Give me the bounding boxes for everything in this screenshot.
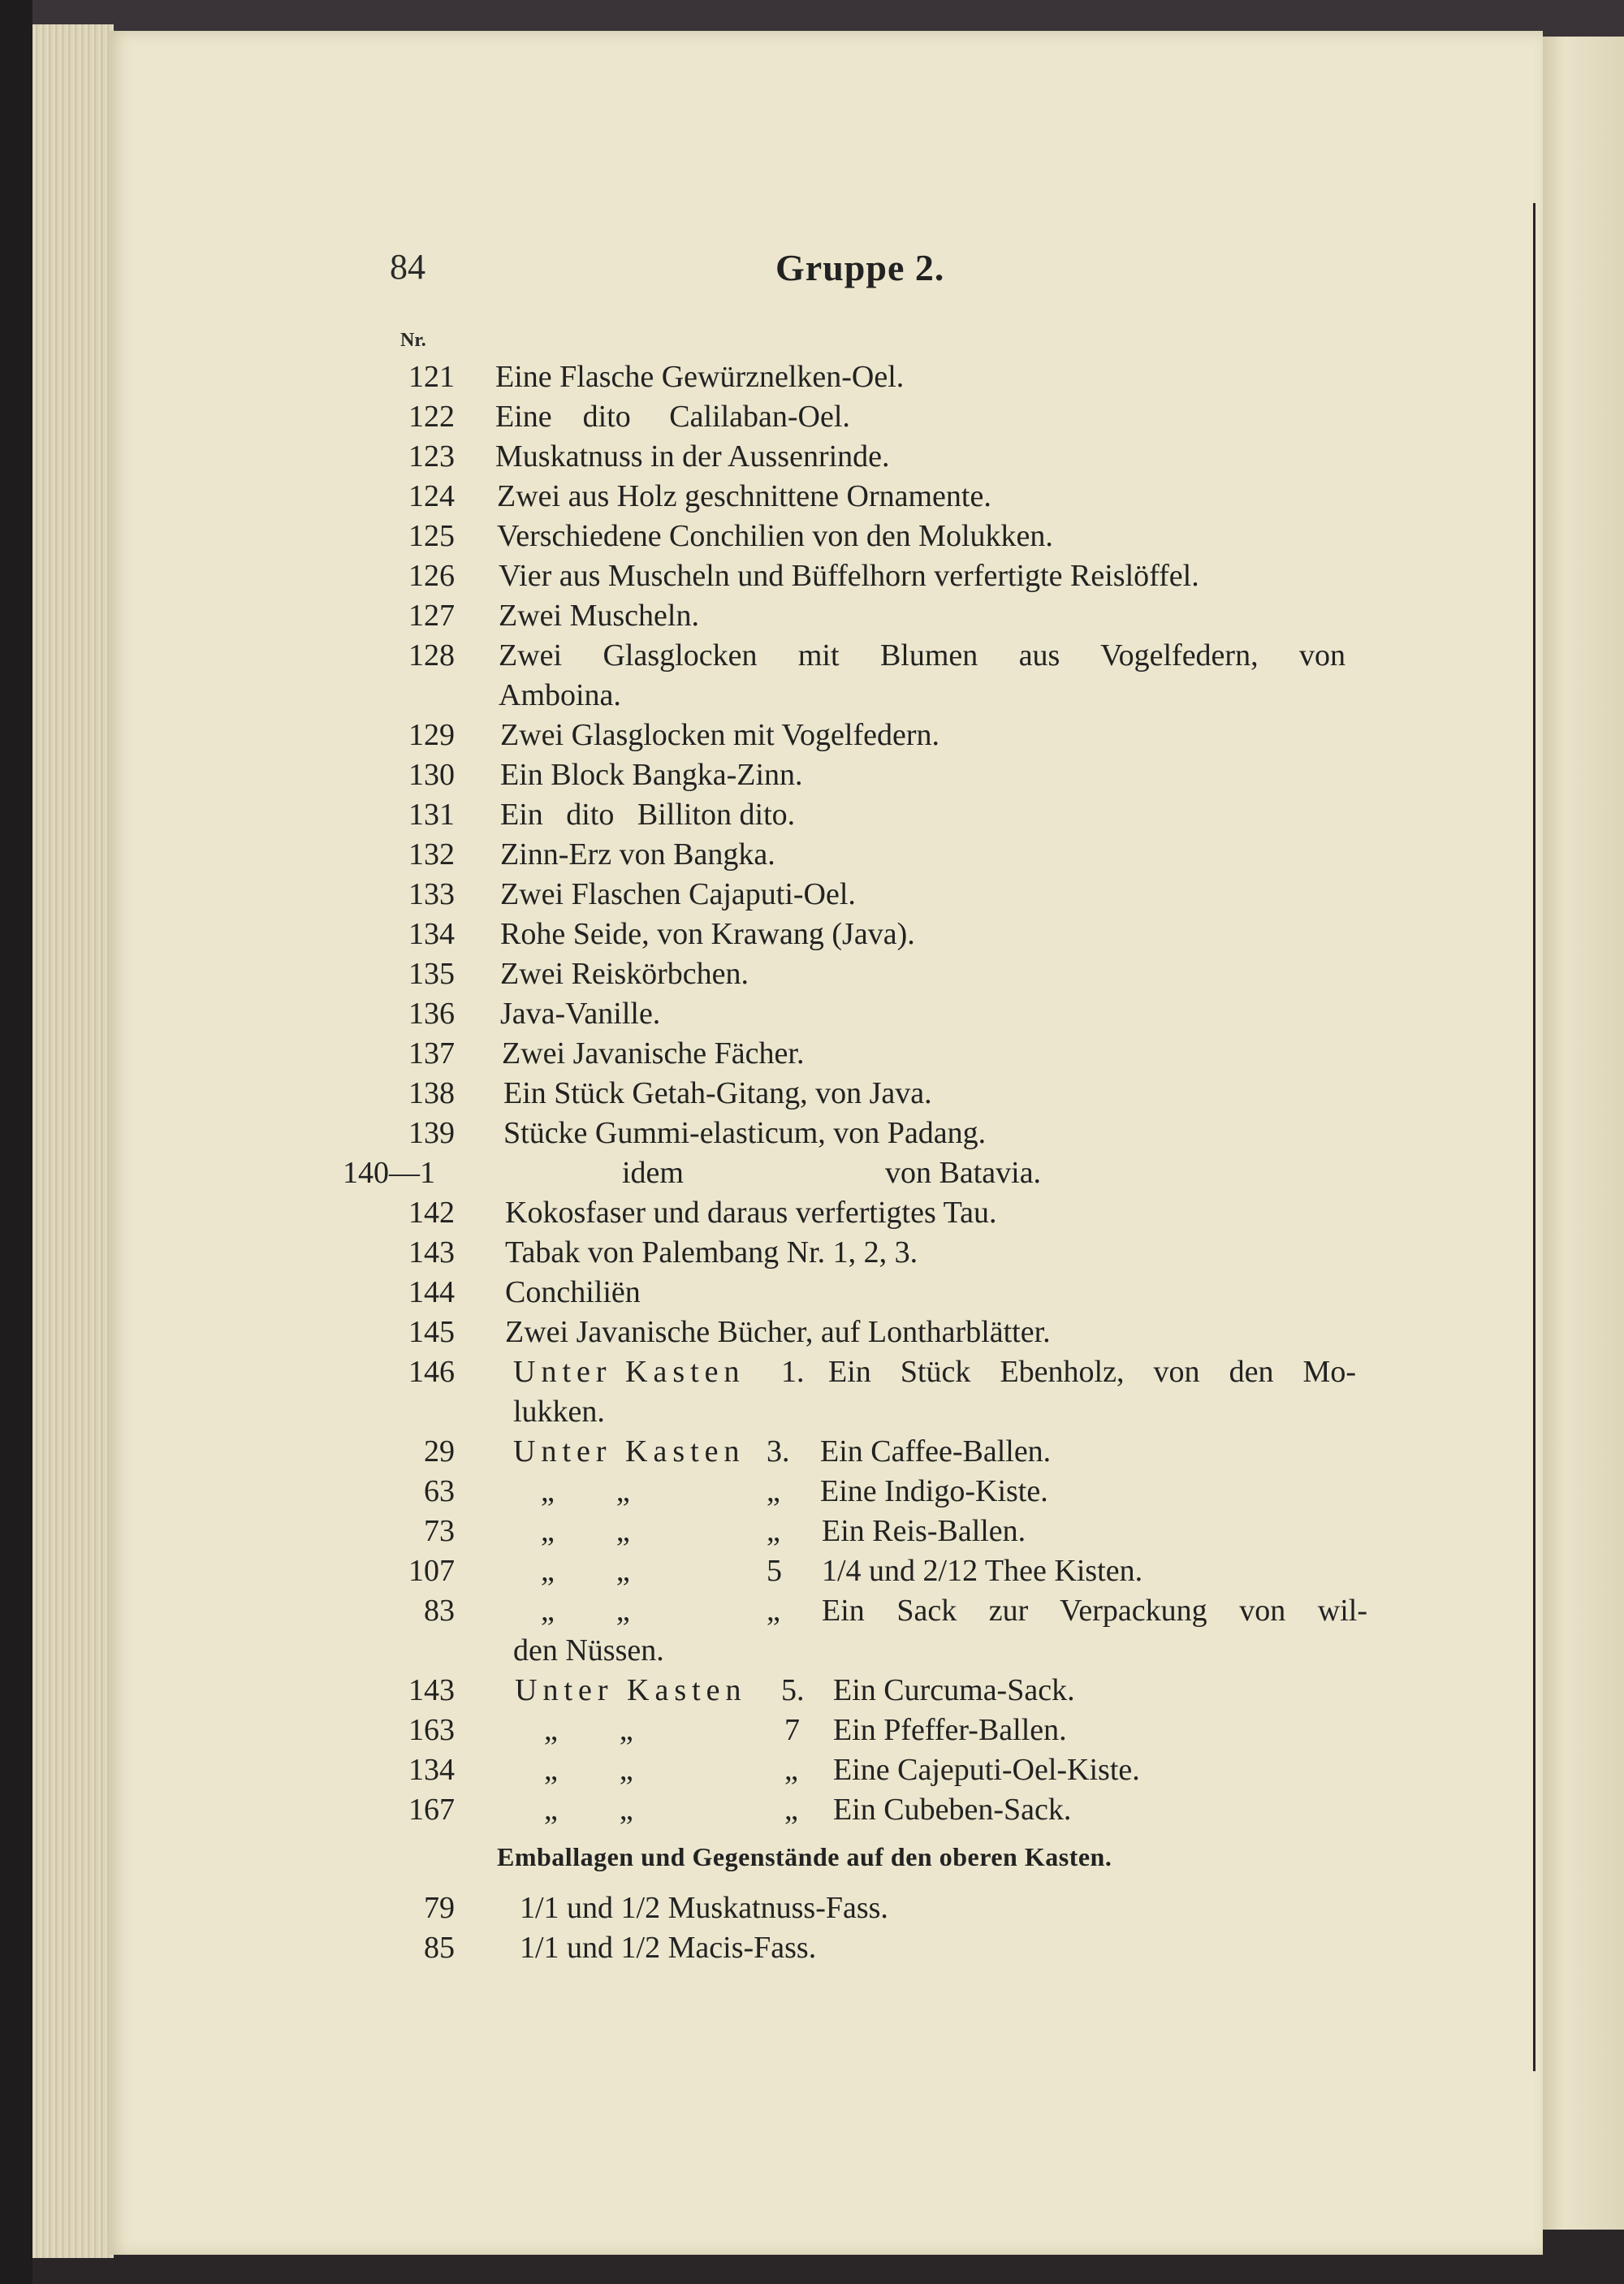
kasten-label: Unter Kasten [513,1355,745,1389]
entry-text: den Nüssen. [513,1633,664,1668]
kasten-number: 5. [781,1673,805,1707]
entry-text: 1/1 und 1/2 Macis-Fass. [520,1931,817,1965]
entry-number: 131 [408,798,455,832]
entry-text: Eine Flasche Gewürznelken-Oel. [495,360,905,394]
entry-number: 125 [408,519,455,553]
entry-text: Vier aus Muscheln und Büffelhorn verfertigte Reislöffel. [499,559,1199,593]
entry-text: Zwei Reiskörbchen. [500,957,749,991]
entry-number: 142 [408,1196,455,1230]
gutter [1533,203,1535,2071]
kasten-number: 1. [781,1355,805,1389]
entry-number: 129 [408,718,455,752]
entry-text: Ein Block Bangka-Zinn. [500,758,803,792]
kasten-label: Unter Kasten [513,1434,745,1469]
kasten-ditto: „ „ [544,1713,633,1747]
entry-number: 130 [408,758,455,792]
entry-text: Ein Pfeffer-Ballen. [833,1713,1067,1747]
entry-number: 145 [408,1315,455,1349]
entry-number: 132 [408,837,455,872]
kasten-number: „ [767,1594,780,1628]
entry-number: 140—1 [343,1156,435,1190]
entry-text: lukken. [513,1395,605,1429]
entry-text: Ein Stück Ebenholz, von den Mo- [828,1355,1356,1389]
entry-text: Zwei Muscheln. [499,599,699,633]
entry-text: Conchiliën [505,1275,641,1309]
kasten-ditto: „ „ [544,1793,633,1827]
entry-text: Ein dito Billiton dito. [500,798,796,832]
kasten-number: „ [767,1514,780,1548]
entry-number: 79 [424,1891,455,1925]
entry-text: Eine dito Calilaban-Oel. [495,400,850,434]
entry-number: 139 [408,1116,455,1150]
book-cover-left [0,0,32,2284]
entry-text: Zwei Glasglocken mit Blumen aus Vogelfedern, von [499,638,1345,673]
entry-number: 136 [408,997,455,1031]
entry-number: 143 [408,1673,455,1707]
entry-number: 63 [424,1474,455,1508]
entry-number: 134 [408,917,455,951]
entry-text: idem [622,1156,684,1190]
entry-text: Verschiedene Conchilien von den Molukken. [497,519,1053,553]
entry-number: 167 [408,1793,455,1827]
entry-number: 83 [424,1594,455,1628]
entry-number: 123 [408,439,455,474]
entry-number: 85 [424,1931,455,1965]
entry-text: Java-Vanille. [500,997,661,1031]
entry-number: 163 [408,1713,455,1747]
nr-column-label: Nr. [400,330,426,351]
entry-text: Zwei aus Holz geschnittene Ornamente. [497,479,991,513]
entry-text: Kokosfaser und daraus verfertigtes Tau. [505,1196,997,1230]
entry-text: Ein Cubeben-Sack. [833,1793,1072,1827]
entry-text: Eine Cajeputi-Oel-Kiste. [833,1753,1140,1787]
entry-text: Ein Sack zur Verpackung von wil- [822,1594,1367,1628]
kasten-number: „ [784,1753,798,1787]
entry-number: 128 [408,638,455,673]
page-header [382,246,1356,311]
kasten-ditto: „ „ [541,1594,630,1628]
entry-number: 124 [408,479,455,513]
entry-number: 121 [408,360,455,394]
entry-text: Amboina. [499,678,621,712]
entry-text: Tabak von Palembang Nr. 1, 2, 3. [505,1235,918,1270]
entry-number: 137 [408,1036,455,1071]
entry-number: 29 [424,1434,455,1469]
kasten-number: „ [784,1793,798,1827]
entry-text: Ein Curcuma-Sack. [833,1673,1075,1707]
entry-text: Muskatnuss in der Aussenrinde. [495,439,890,474]
entry-number: 126 [408,559,455,593]
entry-text: Zwei Javanische Bücher, auf Lontharblätter. [505,1315,1051,1349]
page-title: Gruppe 2. [775,247,945,288]
kasten-ditto: „ „ [541,1474,630,1508]
entry-text: Zinn-Erz von Bangka. [500,837,775,872]
entry-number: 146 [408,1355,455,1389]
section-heading: Emballagen und Gegenstände auf den oberen Kasten. [497,1842,1112,1871]
kasten-ditto: „ „ [544,1753,633,1787]
kasten-ditto: „ „ [541,1554,630,1588]
entry-number: 135 [408,957,455,991]
entry-text: Rohe Seide, von Krawang (Java). [500,917,915,951]
kasten-number: 5 [767,1554,782,1588]
kasten-number: 7 [784,1713,800,1747]
kasten-number: „ [767,1474,780,1508]
entry-text: 1/4 und 2/12 Thee Kisten. [822,1554,1143,1588]
entry-text: Eine Indigo-Kiste. [820,1474,1048,1508]
entry-number: 73 [424,1514,455,1548]
entry-text: Ein Caffee-Ballen. [820,1434,1052,1469]
entry-text-source: von Batavia. [885,1156,1042,1190]
entry-text: Zwei Javanische Fächer. [502,1036,805,1071]
kasten-ditto: „ „ [541,1514,630,1548]
entry-text: Stücke Gummi-elasticum, von Padang. [503,1116,987,1150]
entry-number: 122 [408,400,455,434]
kasten-number: 3. [767,1434,790,1469]
entry-number: 127 [408,599,455,633]
entry-text: Zwei Flaschen Cajaputi-Oel. [500,877,856,911]
entry-number: 107 [408,1554,455,1588]
page-number: 84 [390,247,425,287]
entry-text: Ein Stück Getah-Gitang, von Java. [503,1076,932,1110]
entry-text: 1/1 und 1/2 Muskatnuss-Fass. [520,1891,888,1925]
entry-number: 143 [408,1235,455,1270]
kasten-label: Unter Kasten [515,1673,747,1707]
entry-text: Ein Reis-Ballen. [822,1514,1026,1548]
entry-number: 133 [408,877,455,911]
page-edges [32,24,114,2258]
facing-page-edge [1539,37,1624,2230]
entry-number: 138 [408,1076,455,1110]
entry-number: 134 [408,1753,455,1787]
entry-number: 144 [408,1275,455,1309]
entry-text: Zwei Glasglocken mit Vogelfedern. [500,718,940,752]
